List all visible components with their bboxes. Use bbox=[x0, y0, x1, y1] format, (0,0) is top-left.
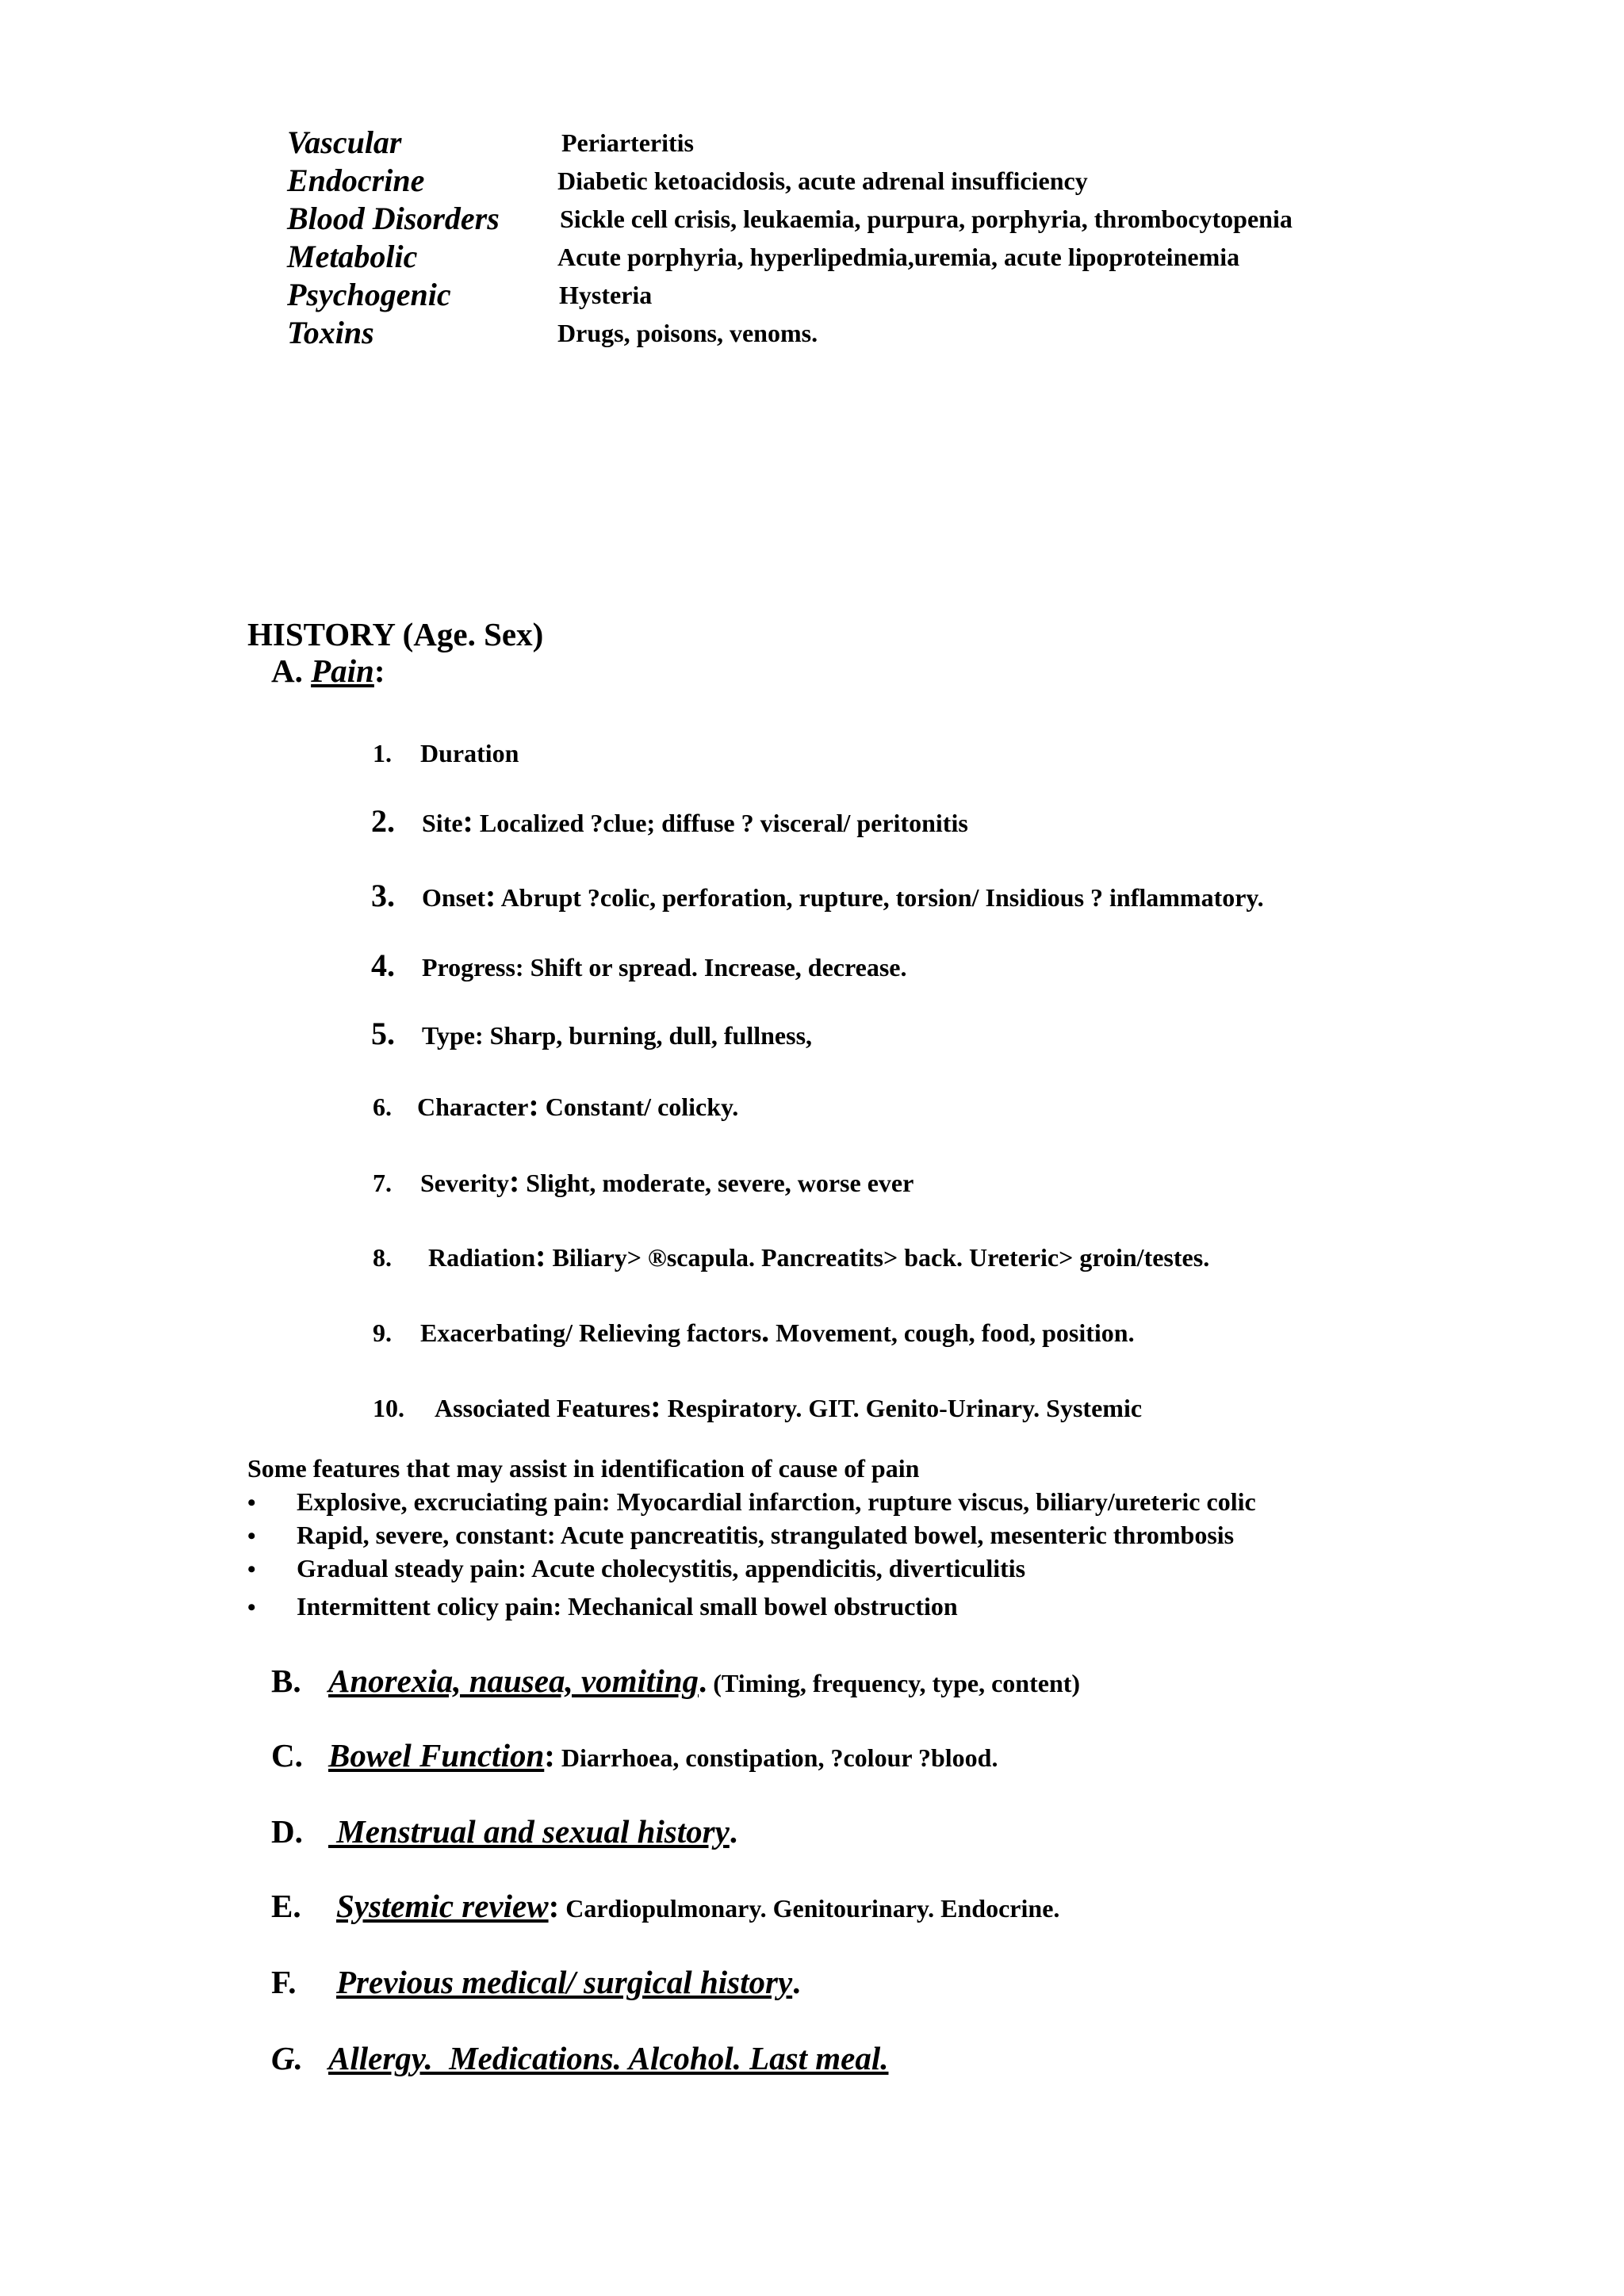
list-item-text: Explosive, excruciating pain: Myocardial infarction, rupture viscus, biliary/ureteric colic bbox=[297, 1487, 1256, 1516]
item-label: Character bbox=[417, 1093, 529, 1121]
item-number: 3. bbox=[371, 878, 395, 913]
item-text: Slight, moderate, severe, worse ever bbox=[519, 1169, 914, 1197]
item-text: Constant/ colicky. bbox=[538, 1093, 739, 1121]
bullet-icon: • bbox=[247, 1556, 256, 1582]
item-label: Radiation bbox=[428, 1243, 536, 1272]
section-d: D. Menstrual and sexual history. bbox=[271, 1813, 738, 1850]
section-title: Menstrual and sexual history bbox=[328, 1813, 730, 1850]
pain-item: 9. Exacerbating/ Relieving factors. Movement, cough, food, position. bbox=[373, 1313, 1135, 1349]
section-title: Systemic review bbox=[336, 1888, 549, 1924]
section-letter: D. bbox=[271, 1813, 303, 1850]
section-text: Cardiopulmonary. Genitourinary. Endocrine. bbox=[559, 1894, 1060, 1923]
pain-item bbox=[371, 1015, 812, 1052]
item-number: 10. bbox=[373, 1394, 404, 1422]
cause-description: Drugs, poisons, venoms. bbox=[557, 319, 818, 347]
item-label: Progress: Shift or spread. Increase, decrease. bbox=[422, 953, 907, 982]
section-a-colon: : bbox=[373, 652, 385, 689]
section-title: Bowel Function bbox=[328, 1737, 545, 1774]
cause-row bbox=[0, 200, 1624, 238]
history-heading: HISTORY (Age. Sex) bbox=[247, 616, 544, 652]
section-e: E. Systemic review: Cardiopulmonary. Genitourinary. Endocrine. bbox=[271, 1888, 1060, 1924]
list-item bbox=[247, 1554, 1025, 1583]
section-letter: G. bbox=[271, 2040, 303, 2076]
pain-item bbox=[373, 739, 519, 768]
cause-row bbox=[0, 124, 1624, 162]
item-text: Respiratory. GIT. Genito-Urinary. Systemic bbox=[661, 1394, 1143, 1422]
cause-description: Diabetic ketoacidosis, acute adrenal insufficiency bbox=[557, 166, 1088, 195]
cause-row bbox=[0, 276, 1624, 314]
item-text: Biliary> ®scapula. Pancreatits> back. Ureteric> groin/testes. bbox=[546, 1243, 1210, 1272]
cause-label: Endocrine bbox=[287, 163, 425, 198]
cause-label: Blood Disorders bbox=[287, 201, 500, 236]
section-b: B. Anorexia, nausea, vomiting. (Timing, frequency, type, content) bbox=[271, 1663, 1081, 1699]
section-title: Allergy. Medications. Alcohol. Last meal. bbox=[328, 2040, 889, 2076]
section-c: C. Bowel Function: Diarrhoea, constipation, ?colour ?blood. bbox=[271, 1737, 998, 1774]
item-number: 1. bbox=[373, 739, 392, 767]
pain-item: 6. Character: Constant/ colicky. bbox=[373, 1087, 739, 1123]
item-number: 6. bbox=[373, 1093, 392, 1121]
section-a-title: Pain bbox=[311, 652, 374, 689]
cause-row bbox=[0, 238, 1624, 276]
section-g bbox=[271, 2039, 888, 2077]
list-item-text: Gradual steady pain: Acute cholecystitis, appendicitis, diverticulitis bbox=[297, 1554, 1026, 1582]
section-text: Diarrhoea, constipation, ?colour ?blood. bbox=[554, 1743, 998, 1772]
bullet-icon: • bbox=[247, 1490, 256, 1516]
section-a-letter: A. bbox=[271, 652, 303, 689]
section-a-heading bbox=[271, 652, 385, 690]
item-number: 9. bbox=[373, 1318, 392, 1347]
section-letter: B. bbox=[271, 1663, 301, 1699]
item-label: Exacerbating/ Relieving factors bbox=[420, 1318, 762, 1347]
section-letter: F. bbox=[271, 1964, 297, 2000]
list-item-text: Rapid, severe, constant: Acute pancreatitis, strangulated bowel, mesenteric thrombosis bbox=[297, 1521, 1235, 1549]
section-letter: C. bbox=[271, 1737, 303, 1774]
item-label: Site bbox=[422, 809, 463, 837]
list-item-text: Intermittent colicy pain: Mechanical small bowel obstruction bbox=[297, 1592, 958, 1621]
section-title: Anorexia, nausea, vomiting bbox=[328, 1663, 699, 1699]
list-item bbox=[247, 1592, 958, 1621]
pain-item: 3. Onset: Abrupt ?colic, perforation, rupture, torsion/ Insidious ? inflammatory. bbox=[371, 878, 1264, 913]
cause-description: Periarteritis bbox=[561, 128, 694, 157]
item-number: 7. bbox=[373, 1169, 392, 1197]
cause-label: Metabolic bbox=[287, 239, 418, 274]
pain-item bbox=[371, 947, 906, 984]
list-item bbox=[247, 1521, 1234, 1550]
item-text: Movement, cough, food, position. bbox=[769, 1318, 1135, 1347]
item-text: Abrupt ?colic, perforation, rupture, torsion/ Insidious ? inflammatory. bbox=[496, 883, 1264, 912]
list-item bbox=[247, 1487, 1256, 1517]
cause-description: Sickle cell crisis, leukaemia, purpura, porphyria, thrombocytopenia bbox=[560, 205, 1293, 233]
item-label: Type: Sharp, burning, dull, fullness, bbox=[422, 1021, 813, 1050]
item-label: Duration bbox=[420, 739, 519, 767]
item-number: 4. bbox=[371, 947, 395, 983]
cause-description: Hysteria bbox=[559, 281, 653, 309]
item-number: 8. bbox=[373, 1243, 392, 1272]
pain-item: 8. Radiation: Biliary> ®scapula. Pancreatits> back. Ureteric> groin/testes. bbox=[373, 1238, 1210, 1273]
cause-label: Psychogenic bbox=[287, 277, 451, 312]
pain-item: 10. Associated Features: Respiratory. GIT. Genito-Urinary. Systemic bbox=[373, 1388, 1143, 1424]
pain-item: 2. Site: Localized ?clue; diffuse ? visceral/ peritonitis bbox=[371, 803, 968, 839]
item-number: 2. bbox=[371, 803, 395, 839]
section-text: (Timing, frequency, type, content) bbox=[707, 1669, 1081, 1697]
item-label: Severity bbox=[420, 1169, 509, 1197]
section-f: F. Previous medical/ surgical history. bbox=[271, 1964, 801, 2000]
item-number: 5. bbox=[371, 1016, 395, 1051]
cause-description: Acute porphyria, hyperlipedmia,uremia, acute lipoproteinemia bbox=[557, 243, 1240, 271]
cause-row bbox=[0, 314, 1624, 352]
cause-label: Vascular bbox=[287, 124, 402, 160]
pain-item: 7. Severity: Slight, moderate, severe, worse ever bbox=[373, 1163, 914, 1199]
section-letter: E. bbox=[271, 1888, 301, 1924]
item-label: Onset bbox=[422, 883, 485, 912]
section-title: Previous medical/ surgical history bbox=[336, 1964, 793, 2000]
cause-label: Toxins bbox=[287, 315, 374, 350]
item-text: Localized ?clue; diffuse ? visceral/ peritonitis bbox=[473, 809, 968, 837]
cause-row bbox=[0, 162, 1624, 200]
bullet-icon: • bbox=[247, 1594, 256, 1621]
item-label: Associated Features bbox=[435, 1394, 651, 1422]
features-intro: Some features that may assist in identification of cause of pain bbox=[247, 1454, 920, 1483]
bullet-icon: • bbox=[247, 1523, 256, 1549]
